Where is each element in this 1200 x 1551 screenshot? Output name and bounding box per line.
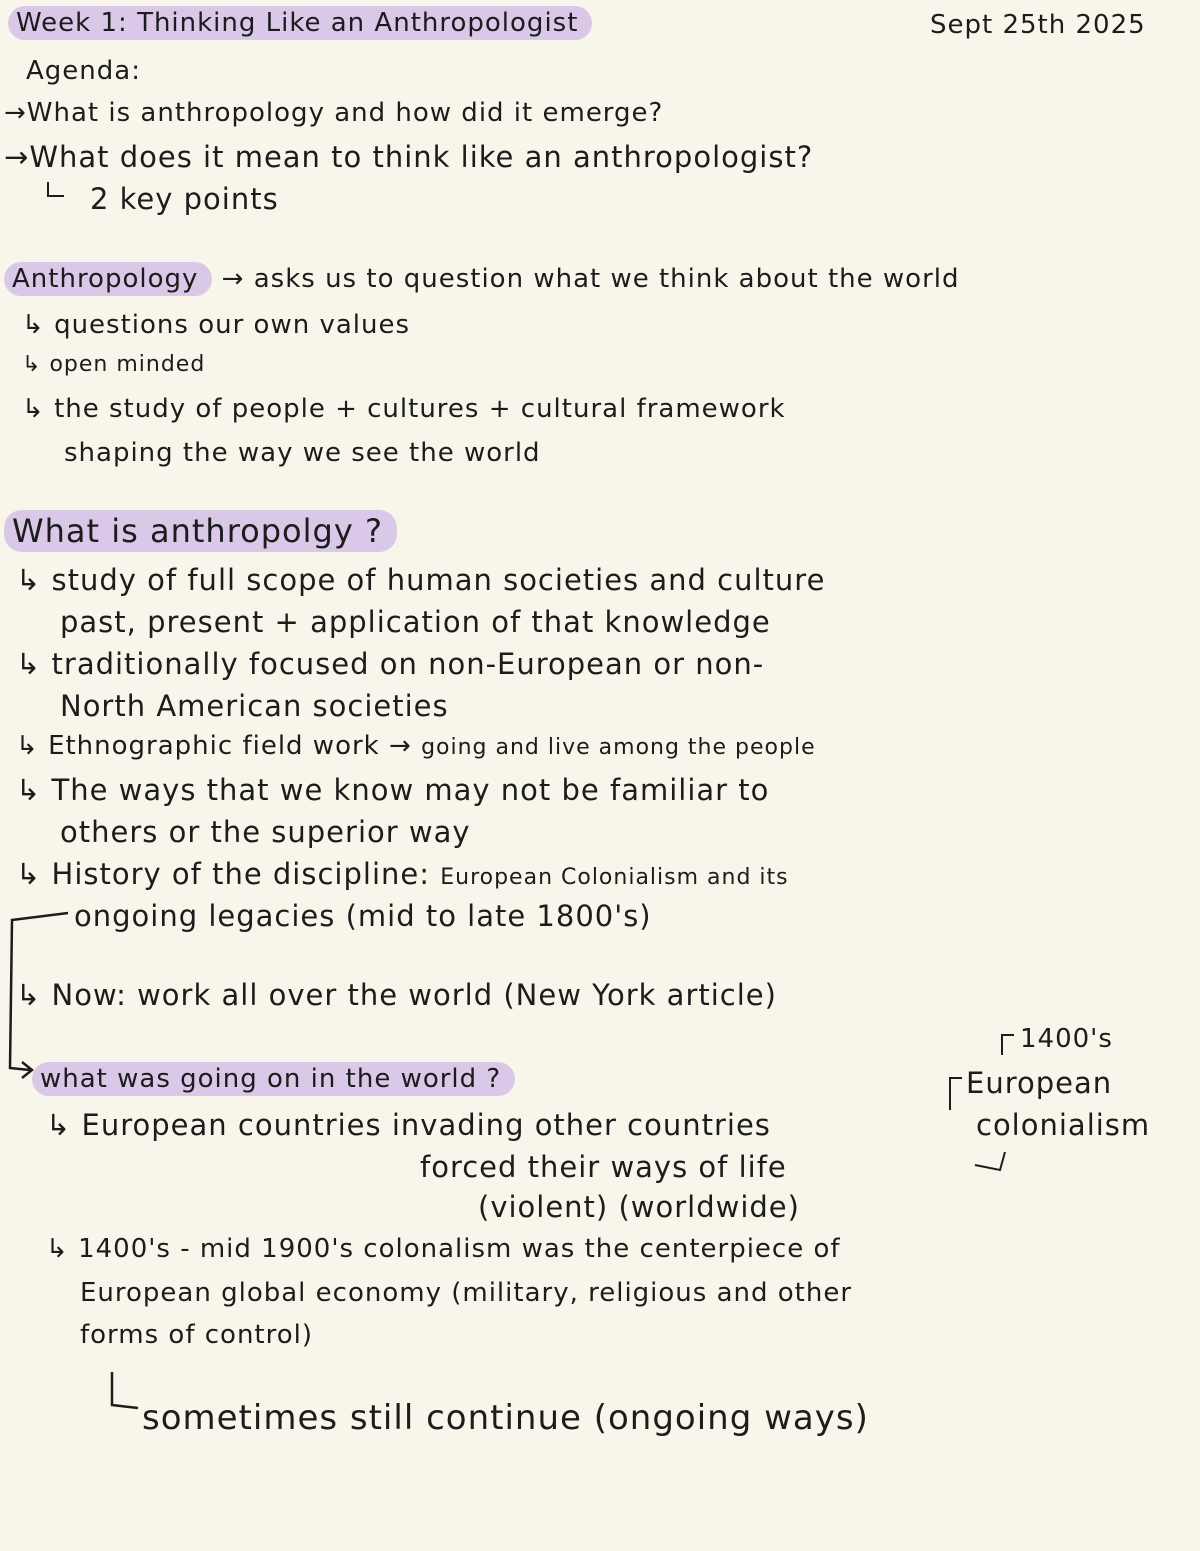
what-is-point-3 <box>16 731 816 761</box>
point-text: the study of people + cultures + cultural framework <box>54 394 786 424</box>
point-text: traditionally focused on non-European or non- <box>51 647 765 681</box>
key-points-hook <box>48 182 64 196</box>
what-is-point-2 <box>16 647 764 681</box>
agenda-item-text: What is anthropology and how did it emerge? <box>26 98 664 128</box>
point-note: going and live among the people <box>421 735 816 760</box>
side-note-bracket-top <box>1002 1035 1014 1055</box>
world-point-2c: forms of control) <box>80 1320 314 1350</box>
arrow-icon: → <box>221 264 254 294</box>
hook-arrow-icon: ↳ <box>46 1234 79 1264</box>
hook-arrow-icon: ↳ <box>16 857 52 891</box>
world-point-2 <box>46 1234 841 1264</box>
what-is-point-1b: past, present + application of that knowledge <box>60 605 771 639</box>
world-point-1 <box>46 1108 771 1142</box>
anthropology-point-1 <box>22 310 410 340</box>
hook-arrow-icon: ↳ <box>16 731 49 761</box>
anthropology-point-4: shaping the way we see the world <box>64 438 541 468</box>
arrow-icon: → <box>4 140 30 174</box>
world-point-3: sometimes still continue (ongoing ways) <box>142 1398 869 1438</box>
hook-arrow-icon: ↳ <box>16 978 52 1012</box>
what-is-point-2b: North American societies <box>60 689 449 723</box>
point-text: European countries invading other countries <box>81 1108 771 1142</box>
side-note-european: European <box>966 1066 1113 1100</box>
note-date: Sept 25th 2025 <box>930 10 1146 40</box>
point-text: Now: work all over the world (New York article) <box>51 978 777 1012</box>
anthropology-point-2 <box>22 352 205 377</box>
arrow-icon: → <box>4 98 27 128</box>
forced-arrow <box>975 1152 1005 1170</box>
side-note-year: 1400's <box>1020 1024 1113 1054</box>
point-text: History of the discipline: <box>51 857 430 891</box>
point-note: European Colonialism and its <box>440 865 789 890</box>
what-is-heading: What is anthropolgy ? <box>4 510 397 552</box>
page-title: Week 1: Thinking Like an Anthropologist <box>8 6 592 40</box>
world-point-2b: European global economy (military, religious and other <box>80 1278 853 1308</box>
agenda-item-2 <box>4 140 813 174</box>
point-text: Ethnographic field work <box>48 731 380 761</box>
hook-arrow-icon: ↳ <box>16 773 52 807</box>
agenda-label: Agenda: <box>26 56 141 86</box>
point-text: questions our own values <box>54 310 411 340</box>
point-text: The ways that we know may not be familiar to <box>51 773 770 807</box>
side-note-bracket-left <box>950 1078 962 1110</box>
page-title-wrapper <box>8 8 592 38</box>
hook-arrow-icon: ↳ <box>22 394 55 424</box>
hook-arrow-icon: ↳ <box>16 563 52 597</box>
world-point-1b: forced their ways of life <box>420 1150 787 1184</box>
hook-arrow-icon: ↳ <box>46 1108 82 1142</box>
hook-arrow-icon: ↳ <box>22 352 50 377</box>
anthropology-point-3 <box>22 394 786 424</box>
hook-arrow-icon: ↳ <box>16 647 52 681</box>
anthropology-definition: asks us to question what we think about the world <box>253 264 960 294</box>
point-text: study of full scope of human societies and culture <box>51 563 826 597</box>
what-is-point-6 <box>16 978 777 1012</box>
point-text: 1400's - mid 1900's colonalism was the centerpiece of <box>78 1234 841 1264</box>
what-is-point-5 <box>16 857 789 891</box>
what-is-point-4b: others or the superior way <box>60 815 471 849</box>
continue-hook <box>112 1372 138 1408</box>
what-is-point-4 <box>16 773 769 807</box>
arrow-icon: → <box>389 731 422 761</box>
agenda-item-1 <box>4 98 663 128</box>
what-is-heading-wrapper <box>4 512 397 550</box>
agenda-item-text: What does it mean to think like an anthropologist? <box>29 140 814 174</box>
anthropology-row <box>4 264 960 294</box>
world-heading-wrapper <box>32 1064 515 1094</box>
world-point-1c: (violent) (worldwide) <box>478 1190 800 1224</box>
world-heading: what was going on in the world ? <box>32 1062 515 1096</box>
point-text: open minded <box>49 352 206 377</box>
hook-arrow-icon: ↳ <box>22 310 55 340</box>
bracket-arrowhead <box>22 1062 32 1078</box>
what-is-point-5b: ongoing legacies (mid to late 1800's) <box>74 899 652 933</box>
anthropology-heading: Anthropology <box>4 262 212 296</box>
what-is-point-1 <box>16 563 825 597</box>
side-note-colonialism: colonialism <box>976 1108 1151 1142</box>
agenda-subpoint: 2 key points <box>90 182 279 216</box>
